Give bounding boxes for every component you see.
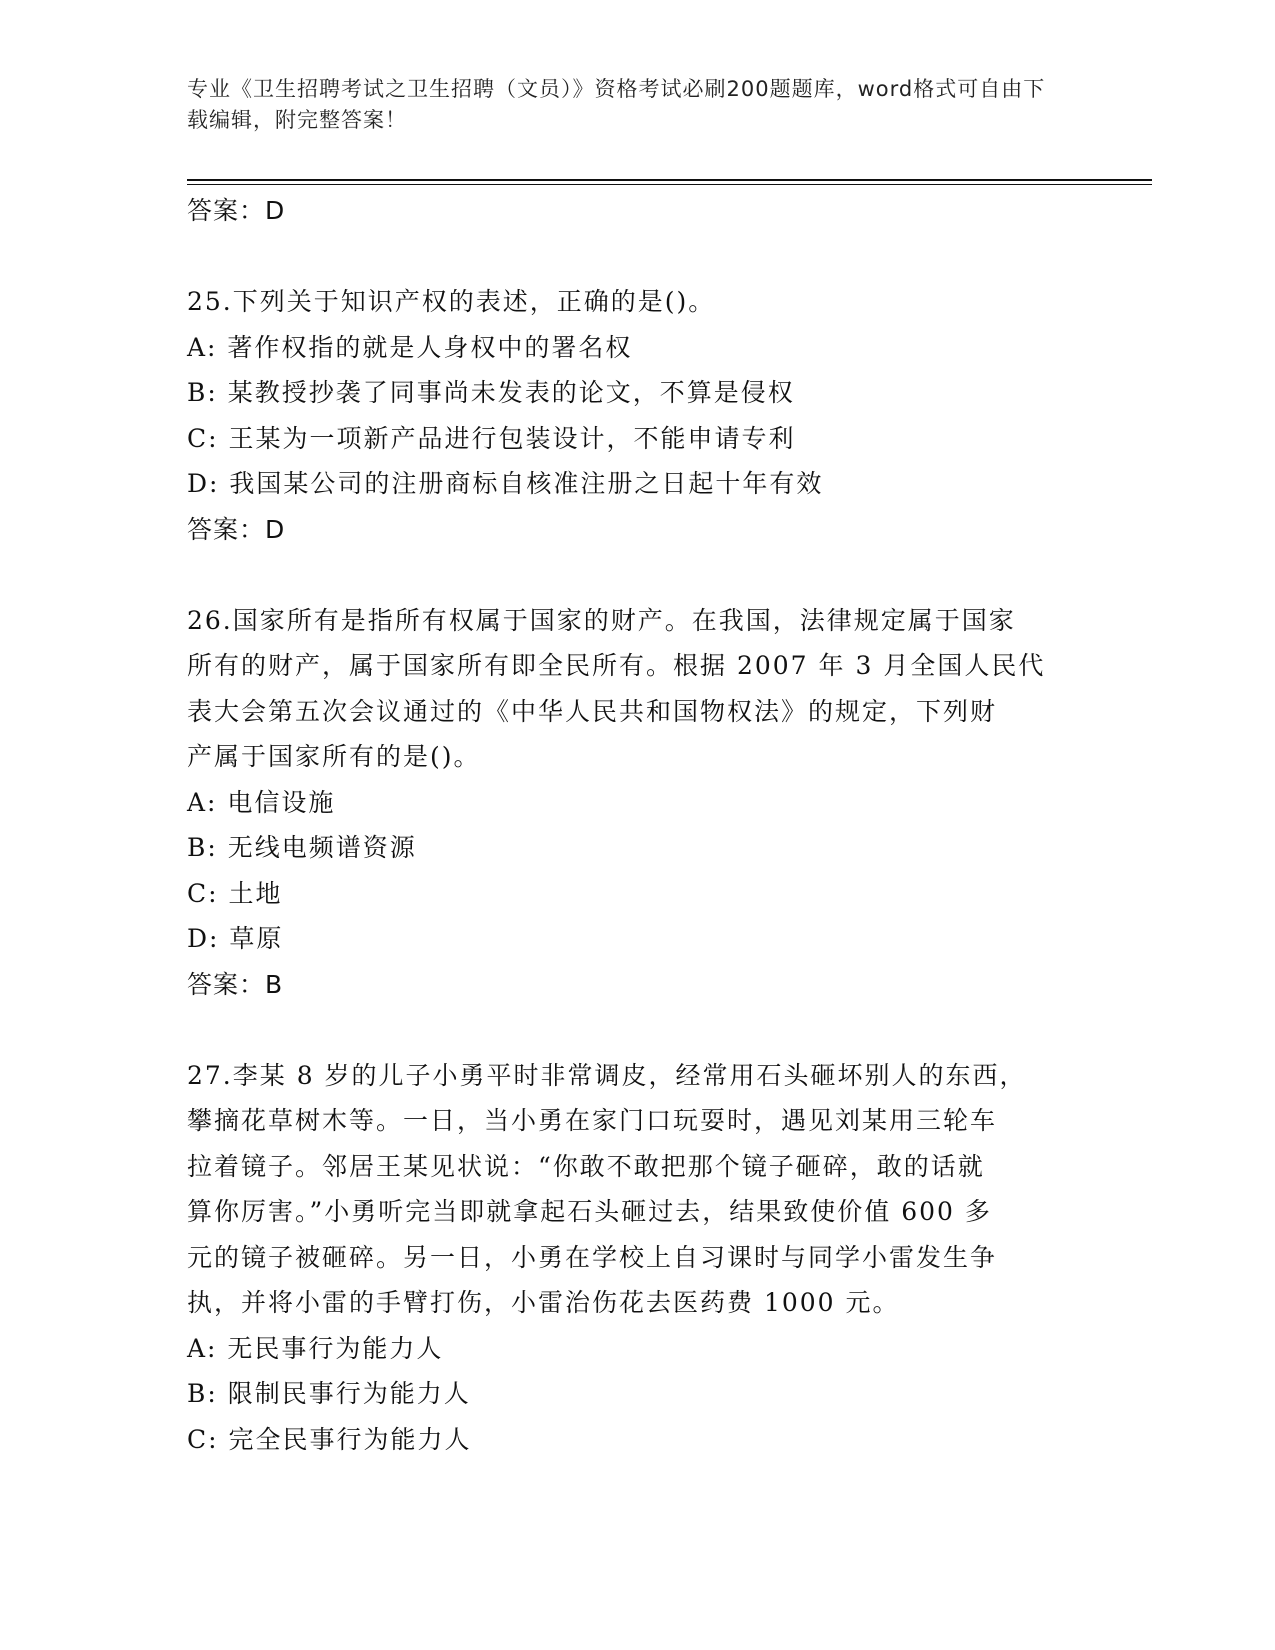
answer: 答案：B <box>187 969 284 999</box>
header-title: 专业《卫生招聘考试之卫生招聘（文员）》资格考试必刷200题题库，word格式可自由下载编辑，附完整答案！ <box>187 77 1046 132</box>
option-d: D: 草原 <box>187 924 284 953</box>
option-a: A: 著作权指的就是人身权中的署名权 <box>187 332 633 362</box>
question-stem-line: 产属于国家所有的是()。 <box>187 742 481 771</box>
question-stem-line: 表大会第五次会议通过的《中华人民共和国物权法》的规定，下列财 <box>187 696 998 726</box>
spacer <box>187 1007 1082 1053</box>
question-27 <box>187 1053 1082 1463</box>
option-b: B: 限制民事行为能力人 <box>187 1379 471 1408</box>
spacer <box>187 552 1082 598</box>
question-26 <box>187 598 1082 1008</box>
prev-answer: 答案：D <box>187 196 286 225</box>
question-stem-line: 拉着镜子。邻居王某见状说：“你敢不敢把那个镜子砸碎，敢的话就 <box>187 1151 985 1181</box>
question-stem-line: 执，并将小雷的手臂打伤，小雷治伤花去医药费 1000 元。 <box>187 1288 900 1317</box>
option-d: D: 我国某公司的注册商标自核准注册之日起十年有效 <box>187 469 824 498</box>
option-a: A: 无民事行为能力人 <box>187 1333 444 1363</box>
option-c: C: 王某为一项新产品进行包装设计，不能申请专利 <box>187 423 796 453</box>
document-header <box>187 74 1067 136</box>
option-c: C: 土地 <box>187 878 283 908</box>
question-stem-line: 26.国家所有是指所有权属于国家的财产。在我国，法律规定属于国家 <box>187 605 1016 635</box>
question-stem: 25.下列关于知识产权的表述，正确的是()。 <box>187 287 716 316</box>
question-stem-line: 27.李某 8 岁的儿子小勇平时非常调皮，经常用石头砸坏别人的东西， <box>187 1060 1027 1090</box>
option-b: B: 某教授抄袭了同事尚未发表的论文，不算是侵权 <box>187 378 795 407</box>
question-stem-line: 攀摘花草树木等。一日，当小勇在家门口玩耍时，遇见刘某用三轮车 <box>187 1106 998 1135</box>
header-rule-thick <box>187 179 1152 181</box>
question-content <box>187 188 1082 1462</box>
question-stem-line: 元的镜子被砸碎。另一日，小勇在学校上自习课时与同学小雷发生争 <box>187 1242 998 1272</box>
option-a: A: 电信设施 <box>187 787 336 817</box>
option-b: B: 无线电频谱资源 <box>187 833 417 862</box>
option-c: C: 完全民事行为能力人 <box>187 1424 472 1454</box>
question-stem-line: 所有的财产，属于国家所有即全民所有。根据 2007 年 3 月全国人民代 <box>187 651 1046 680</box>
header-rule-thin <box>187 184 1152 185</box>
question-25 <box>187 279 1082 552</box>
spacer <box>187 234 1082 280</box>
question-stem-line: 算你厉害。”小勇听完当即就拿起石头砸过去，结果致使价值 600 多 <box>187 1197 992 1226</box>
answer: 答案：D <box>187 514 286 544</box>
